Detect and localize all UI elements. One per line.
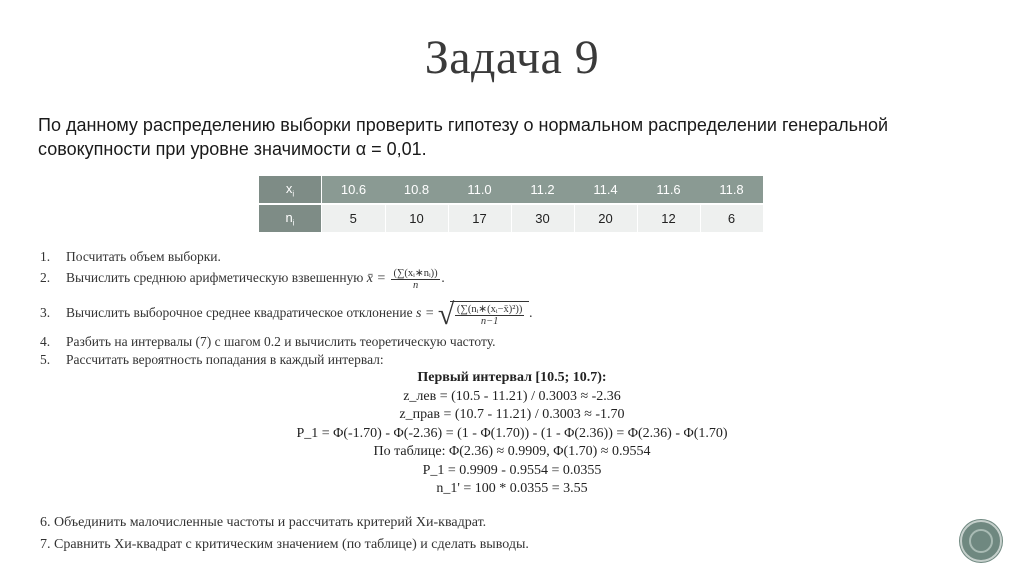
step-number: 5. [40, 352, 51, 367]
interval-heading: Первый интервал [10.5; 10.7): [417, 370, 607, 385]
table-cell: 11.6 [637, 176, 700, 205]
step-text: Вычислить среднюю арифметическую взвешенную [66, 270, 364, 286]
sqrt-symbol: √ $\frac{\text{(∑(nᵢ∗(xᵢ−x̄)²))}}{n-1}$ [438, 301, 530, 327]
table-cell: 5 [322, 204, 386, 233]
problem-statement: По данному распределению выборки проверить гипотезу о нормальном распределении генеральной совокупности при уровне значимости α = 0,01. [38, 115, 889, 159]
calc-line: z_прав = (10.7 - 11.21) / 0.3003 ≈ -1.70 [399, 407, 625, 422]
row-header-x: $x_i$ [259, 176, 322, 205]
table-row-n [259, 204, 764, 233]
list-item: 6. Объединить малочисленные частоты и рассчитать критерий Хи-квадрат. [40, 515, 487, 530]
table-cell: 20 [574, 204, 637, 233]
stddev-formula [415, 298, 533, 331]
list-item: 7. Сравнить Хи-квадрат с критическим значением (по таблице) и сделать выводы. [40, 537, 529, 552]
table-cell: 10.8 [385, 176, 448, 205]
formula-denominator: n−1 [480, 316, 499, 327]
step-text: Рассчитать вероятность попадания в каждый интервал: [66, 352, 384, 367]
formula-numerator: (∑(xᵢ∗nᵢ)) [393, 268, 438, 279]
list-item [40, 298, 533, 331]
step-number: 1. [40, 249, 51, 264]
page-title: Задача 9 [424, 31, 600, 84]
step-text: Посчитать объем выборки. [66, 249, 221, 264]
calc-line: P_1 = Φ(-1.70) - Φ(-2.36) = (1 - Φ(1.70)) - (1 - Φ(2.36)) = Φ(2.36) - Φ(1.70) [296, 425, 728, 441]
step-number: 2. [40, 270, 51, 286]
formula-lhs: x̄ = [366, 271, 386, 287]
table-cell: 12 [637, 204, 700, 233]
table-cell: 11.8 [700, 176, 763, 205]
table-row-x [259, 176, 764, 205]
calc-line: По таблице: Φ(2.36) ≈ 0.9909, Φ(1.70) ≈ 0.9554 [373, 444, 651, 459]
step-number: 3. [40, 305, 51, 321]
table-cell: 17 [448, 204, 511, 233]
formula-numerator: (∑(nᵢ∗(xᵢ−x̄)²)) [456, 304, 523, 315]
calc-line: z_лев = (10.5 - 11.21) / 0.3003 ≈ -2.36 [403, 388, 621, 404]
logo-icon [960, 520, 1002, 562]
formula-lhs: s = [415, 306, 435, 322]
calc-line: P_1 = 0.9909 - 0.9554 = 0.0355 [422, 462, 602, 478]
list-item [40, 267, 445, 291]
step-number: 4. [40, 334, 51, 349]
fraction [391, 267, 439, 291]
table-cell: 11.0 [448, 176, 511, 205]
list-item [40, 334, 495, 350]
mean-formula [366, 268, 446, 291]
calc-line: n_1' = 100 * 0.0355 = 3.55 [436, 481, 588, 496]
formula-suffix: . [441, 271, 446, 287]
step-text: Вычислить выборочное среднее квадратическое отклонение [66, 305, 413, 321]
distribution-table [258, 175, 764, 233]
table-cell: 11.4 [574, 176, 637, 205]
formula-suffix: . [529, 306, 533, 322]
interval-calculation [0, 369, 1024, 499]
table-cell: 10.6 [322, 176, 386, 205]
row-header-n: $n_i$ [259, 204, 322, 233]
fraction [455, 303, 525, 327]
step-text: Разбить на интервалы (7) с шагом 0.2 и вычислить теоретическую частоту. [66, 334, 496, 349]
formula-denominator: n [412, 280, 419, 291]
table-cell: 11.2 [511, 176, 574, 205]
table-cell: 10 [385, 204, 448, 233]
list-item [40, 249, 221, 265]
remaining-steps [40, 512, 529, 556]
table-cell: 30 [511, 204, 574, 233]
list-item [40, 352, 384, 368]
table-cell: 6 [700, 204, 763, 233]
